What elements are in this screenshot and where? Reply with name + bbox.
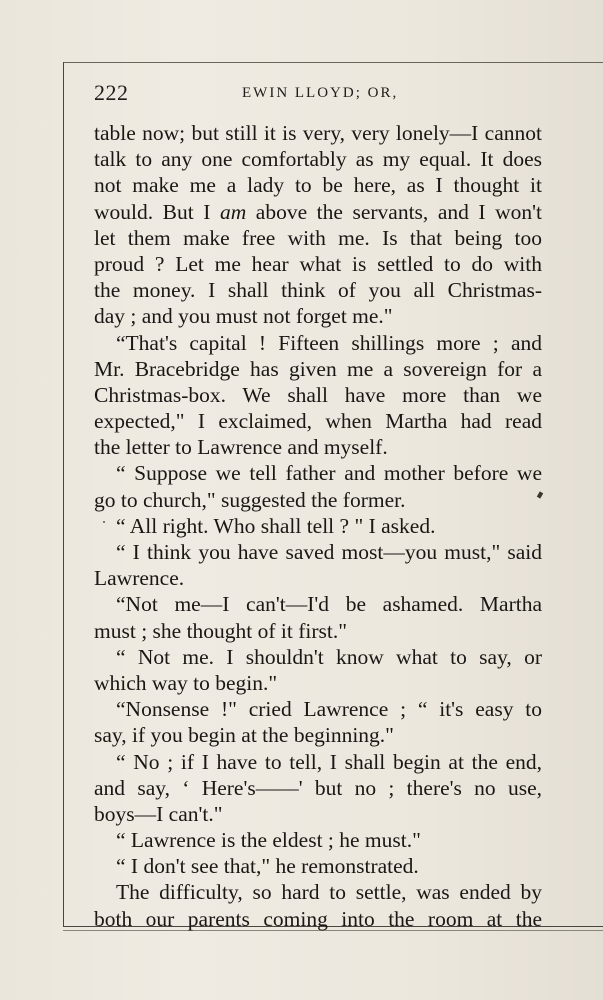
- text-line: “Nonsense !" cried Lawrence ; “ it's easy to: [116, 697, 542, 722]
- text-line: proud ? Let me hear what is settled to do with: [94, 251, 542, 276]
- text-line: “ I think you have saved most—you must," said: [116, 540, 542, 564]
- running-head: EWIN LLOYD; OR,: [242, 85, 399, 101]
- page-border-top: [63, 62, 603, 63]
- text-line: would. But I am above the servants, and I won't: [94, 199, 542, 224]
- text-line: boys—I can't.": [94, 801, 223, 826]
- page-number: 222: [94, 80, 129, 105]
- text-line: “ I don't see that," he remonstrated.: [116, 854, 419, 879]
- page-header: [94, 80, 574, 110]
- text-line: “ Suppose we tell father and mother before we: [116, 461, 542, 486]
- text-line: not make me a lady to be here, as I thought it: [94, 173, 542, 198]
- text-line: and say, ‘ Here's——' but no ; there's no use,: [94, 775, 542, 800]
- text-line: Christmas-box. We shall have more than we: [94, 382, 542, 407]
- text-line: the letter to Lawrence and myself.: [94, 435, 388, 460]
- ink-speck: [103, 521, 105, 523]
- ink-speck: [537, 491, 543, 498]
- page-border-left: [63, 62, 64, 926]
- text-line: day ; and you must not forget me.": [94, 304, 393, 329]
- text-line: “ All right. Who shall tell ? " I asked.: [116, 513, 436, 538]
- text-line: “Not me—I can't—I'd be ashamed. Martha: [116, 592, 542, 617]
- text-line: Lawrence.: [94, 566, 185, 591]
- text-line: The difficulty, so hard to settle, was ended by: [116, 880, 542, 905]
- text-line: say, if you begin at the beginning.": [94, 723, 394, 748]
- text-line: “ No ; if I have to tell, I shall begin at the end,: [116, 749, 542, 774]
- text-line: which way to begin.": [94, 670, 278, 695]
- body-text: [94, 120, 542, 932]
- text-line: expected," I exclaimed, when Martha had read: [94, 409, 542, 434]
- text-line: “That's capital ! Fifteen shillings more ; and: [116, 330, 542, 355]
- text-line: table now; but still it is very, very lonely—I cannot: [94, 121, 542, 145]
- text-line: “ Not me. I shouldn't know what to say, or: [116, 644, 542, 669]
- text-line: let them make free with me. Is that being too: [94, 225, 542, 250]
- text-line: “ Lawrence is the eldest ; he must.": [116, 828, 421, 853]
- emphasis: am: [219, 199, 247, 224]
- text-line: must ; she thought of it first.": [94, 618, 348, 643]
- text-line: go to church," suggested the former.: [94, 487, 406, 512]
- text-line: Mr. Bracebridge has given me a sovereign for a: [94, 356, 542, 381]
- text-line: both our parents coming into the room at the: [94, 906, 542, 931]
- text-line: the money. I shall think of you all Christmas-: [94, 278, 542, 303]
- text-line: talk to any one comfortably as my equal. It does: [94, 147, 542, 172]
